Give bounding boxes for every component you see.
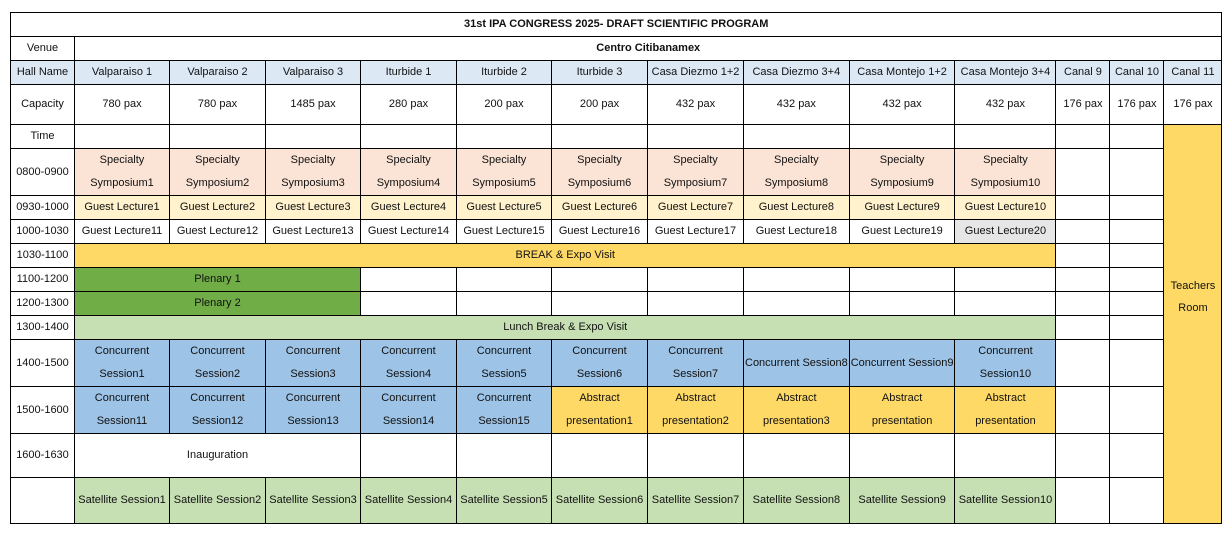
time-slot: 1030-1100 [11,244,75,268]
hall-name: Casa Diezmo 3+4 [744,61,850,85]
specialty-symposium-cell: Specialty Symposium7 [648,149,744,196]
guest-lecture-cell: Guest Lecture16 [552,220,648,244]
hall-name: Iturbide 3 [552,61,648,85]
hall-name: Canal 11 [1164,61,1222,85]
concurrent-session-cell: Concurrent Session11 [75,387,170,434]
hall-name: Casa Diezmo 1+2 [648,61,744,85]
program-table [10,12,1222,524]
concurrent-session-cell: Concurrent Session15 [457,387,552,434]
abstract-presentation-cell: Abstract presentation2 [648,387,744,434]
hall-name: Canal 9 [1056,61,1110,85]
break-banner: BREAK & Expo Visit [75,244,1056,268]
time-slot: 1600-1630 [11,434,75,478]
capacity-row [11,85,1222,125]
time-label: Time [11,125,75,149]
satellite-session-cell: Satellite Session1 [75,478,170,524]
capacity-label: Capacity [11,85,75,125]
specialty-symposium-cell: Specialty Symposium1 [75,149,170,196]
capacity-value: 432 pax [849,85,955,125]
guest-lecture-cell: Guest Lecture19 [849,220,955,244]
time-slot: 1400-1500 [11,340,75,387]
slot-0800 [11,149,1222,196]
guest-lecture-cell: Guest Lecture9 [849,196,955,220]
guest-lecture-cell: Guest Lecture15 [457,220,552,244]
abstract-presentation-cell: Abstract presentation1 [552,387,648,434]
specialty-symposium-cell: Specialty Symposium8 [744,149,850,196]
hall-name: Iturbide 1 [361,61,457,85]
time-header-row [11,125,1222,149]
guest-lecture-cell: Guest Lecture2 [170,196,266,220]
concurrent-session-cell: Concurrent Session10 [955,340,1056,387]
slot-1600 [11,434,1222,478]
capacity-value: 200 pax [457,85,552,125]
time-slot: 1300-1400 [11,316,75,340]
specialty-symposium-cell: Specialty Symposium2 [170,149,266,196]
capacity-value: 432 pax [648,85,744,125]
concurrent-session-cell: Concurrent Session13 [266,387,361,434]
satellite-session-cell: Satellite Session2 [170,478,266,524]
guest-lecture-cell: Guest Lecture20 [955,220,1056,244]
guest-lecture-cell: Guest Lecture3 [266,196,361,220]
lunch-banner: Lunch Break & Expo Visit [75,316,1056,340]
slot-1400 [11,340,1222,387]
teachers-room [1164,125,1222,524]
slot-0930 [11,196,1222,220]
hall-name: Iturbide 2 [457,61,552,85]
time-slot: 1000-1030 [11,220,75,244]
guest-lecture-cell: Guest Lecture14 [361,220,457,244]
satellite-session-cell: Satellite Session4 [361,478,457,524]
capacity-value: 780 pax [75,85,170,125]
concurrent-session-cell: Concurrent Session6 [552,340,648,387]
concurrent-session-cell: Concurrent Session4 [361,340,457,387]
satellite-row [11,478,1222,524]
specialty-symposium-cell: Specialty Symposium3 [266,149,361,196]
hall-name: Valparaiso 2 [170,61,266,85]
slot-1100 [11,268,1222,292]
guest-lecture-cell: Guest Lecture7 [648,196,744,220]
satellite-session-cell: Satellite Session8 [744,478,850,524]
hall-name: Canal 10 [1110,61,1164,85]
capacity-value: 280 pax [361,85,457,125]
plenary-cell: Plenary 2 [75,292,361,316]
guest-lecture-cell: Guest Lecture18 [744,220,850,244]
hall-name: Valparaiso 3 [266,61,361,85]
slot-1500 [11,387,1222,434]
concurrent-session-cell: Concurrent Session9 [849,340,955,387]
time-slot: 0800-0900 [11,149,75,196]
hall-label: Hall Name [11,61,75,85]
specialty-symposium-cell: Specialty Symposium4 [361,149,457,196]
guest-lecture-cell: Guest Lecture6 [552,196,648,220]
concurrent-session-cell: Concurrent Session5 [457,340,552,387]
concurrent-session-cell: Concurrent Session1 [75,340,170,387]
guest-lecture-cell: Guest Lecture17 [648,220,744,244]
capacity-value: 780 pax [170,85,266,125]
abstract-presentation-cell: Abstract presentation [955,387,1056,434]
capacity-value: 432 pax [955,85,1056,125]
slot-1000 [11,220,1222,244]
guest-lecture-cell: Guest Lecture11 [75,220,170,244]
guest-lecture-cell: Guest Lecture1 [75,196,170,220]
abstract-presentation-cell: Abstract presentation [849,387,955,434]
concurrent-session-cell: Concurrent Session8 [744,340,850,387]
satellite-session-cell: Satellite Session9 [849,478,955,524]
guest-lecture-cell: Guest Lecture4 [361,196,457,220]
specialty-symposium-cell: Specialty Symposium9 [849,149,955,196]
concurrent-session-cell: Concurrent Session7 [648,340,744,387]
time-slot: 1200-1300 [11,292,75,316]
hall-row [11,61,1222,85]
guest-lecture-cell: Guest Lecture8 [744,196,850,220]
specialty-symposium-cell: Specialty Symposium10 [955,149,1056,196]
satellite-session-cell: Satellite Session7 [648,478,744,524]
specialty-symposium-cell: Specialty Symposium5 [457,149,552,196]
abstract-presentation-cell: Abstract presentation3 [744,387,850,434]
concurrent-session-cell: Concurrent Session3 [266,340,361,387]
guest-lecture-cell: Guest Lecture5 [457,196,552,220]
capacity-value: 176 pax [1056,85,1110,125]
teachers-room-line: Room [1178,302,1208,314]
satellite-session-cell: Satellite Session5 [457,478,552,524]
time-slot: 0930-1000 [11,196,75,220]
time-slot: 1500-1600 [11,387,75,434]
guest-lecture-cell: Guest Lecture13 [266,220,361,244]
satellite-session-cell: Satellite Session6 [552,478,648,524]
capacity-value: 432 pax [744,85,850,125]
specialty-symposium-cell: Specialty Symposium6 [552,149,648,196]
program-title: 31st IPA CONGRESS 2025- DRAFT SCIENTIFIC PROGRAM [11,13,1222,37]
teachers-room-line: Teachers [1170,280,1216,292]
guest-lecture-cell: Guest Lecture12 [170,220,266,244]
capacity-value: 200 pax [552,85,648,125]
venue-name: Centro Citibanamex [75,37,1222,61]
concurrent-session-cell: Concurrent Session14 [361,387,457,434]
plenary-cell: Plenary 1 [75,268,361,292]
slot-1030 [11,244,1222,268]
capacity-value: 176 pax [1110,85,1164,125]
inauguration-cell: Inauguration [75,434,361,478]
guest-lecture-cell: Guest Lecture10 [955,196,1056,220]
concurrent-session-cell: Concurrent Session12 [170,387,266,434]
capacity-value: 176 pax [1164,85,1222,125]
satellite-session-cell: Satellite Session10 [955,478,1056,524]
time-slot: 1100-1200 [11,268,75,292]
hall-name: Casa Montejo 1+2 [849,61,955,85]
slot-1200 [11,292,1222,316]
capacity-value: 1485 pax [266,85,361,125]
concurrent-session-cell: Concurrent Session2 [170,340,266,387]
slot-1300 [11,316,1222,340]
satellite-session-cell: Satellite Session3 [266,478,361,524]
venue-label: Venue [11,37,75,61]
hall-name: Valparaiso 1 [75,61,170,85]
hall-name: Casa Montejo 3+4 [955,61,1056,85]
